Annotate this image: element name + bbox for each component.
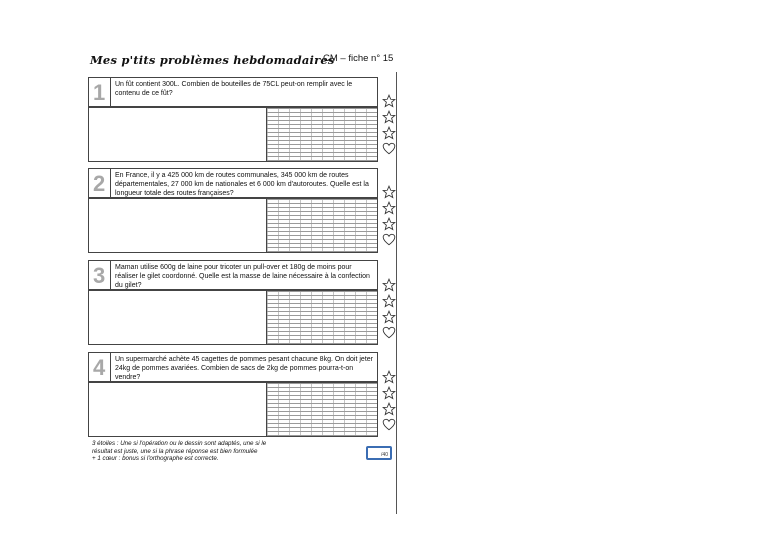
grading-legend bbox=[92, 440, 312, 463]
star-icon[interactable] bbox=[382, 126, 396, 140]
rating-group-4 bbox=[382, 370, 398, 431]
problem-question: Un supermarché achète 45 cagettes de pommes pesant chacune 8kg. On doit jeter 24kg de pommes avariées. Combien de sacs de 2kg de pommes pourra-t-on vendre? bbox=[110, 352, 378, 382]
star-icon[interactable] bbox=[382, 310, 396, 324]
star-icon[interactable] bbox=[382, 370, 396, 384]
problem-question: En France, il y a 425 000 km de routes communales, 345 000 km de routes départementales, 27 000 km de nationales et 6 000 km d'autoroutes. Quelle est la longueur totale des routes françaises? bbox=[110, 168, 378, 198]
rating-group-2 bbox=[382, 185, 398, 246]
answer-area[interactable] bbox=[88, 290, 378, 345]
legend-line: résultat est juste, une si la phrase réponse est bien formulée bbox=[92, 447, 258, 455]
answer-area[interactable] bbox=[88, 198, 378, 253]
problem-question: Un fût contient 300L. Combien de bouteilles de 75CL peut-on remplir avec le contenu de ce fût? bbox=[110, 77, 378, 107]
answer-area[interactable] bbox=[88, 382, 378, 437]
star-icon[interactable] bbox=[382, 94, 396, 108]
problem-number: 4 bbox=[93, 355, 106, 380]
star-icon[interactable] bbox=[382, 110, 396, 124]
star-icon[interactable] bbox=[382, 278, 396, 292]
heart-icon[interactable] bbox=[382, 233, 396, 246]
legend-line: 3 étoiles : Une si l'opération ou le dessin sont adaptés, une si le bbox=[92, 440, 267, 447]
total-score-box[interactable]: /40 bbox=[366, 446, 392, 460]
calculation-grid[interactable] bbox=[266, 108, 377, 161]
sheet-reference: CM – fiche n° 15 bbox=[323, 53, 394, 64]
star-icon[interactable] bbox=[382, 402, 396, 416]
heart-icon[interactable] bbox=[382, 142, 396, 155]
star-icon[interactable] bbox=[382, 386, 396, 400]
calculation-grid[interactable] bbox=[266, 199, 377, 252]
star-icon[interactable] bbox=[382, 185, 396, 199]
rating-group-3 bbox=[382, 278, 398, 339]
calculation-grid[interactable] bbox=[266, 383, 377, 436]
worksheet bbox=[88, 50, 400, 470]
star-icon[interactable] bbox=[382, 217, 396, 231]
answer-area[interactable] bbox=[88, 107, 378, 162]
legend-line: + 1 cœur : bonus si l'orthographe est correcte. bbox=[92, 455, 219, 462]
problem-number: 1 bbox=[93, 80, 106, 105]
problem-number: 2 bbox=[93, 171, 106, 196]
rating-group-1 bbox=[382, 94, 398, 155]
problem-question: Maman utilise 600g de laine pour tricoter un pull-over et 180g de moins pour réaliser le gilet coordonné. Quelle est la masse de laine nécessaire à la confection du gilet? bbox=[110, 260, 378, 290]
star-icon[interactable] bbox=[382, 294, 396, 308]
problem-number: 3 bbox=[93, 263, 106, 288]
star-icon[interactable] bbox=[382, 201, 396, 215]
heart-icon[interactable] bbox=[382, 326, 396, 339]
calculation-grid[interactable] bbox=[266, 291, 377, 344]
page-title: Mes p'tits problèmes hebdomadaires bbox=[90, 53, 335, 67]
heart-icon[interactable] bbox=[382, 418, 396, 431]
